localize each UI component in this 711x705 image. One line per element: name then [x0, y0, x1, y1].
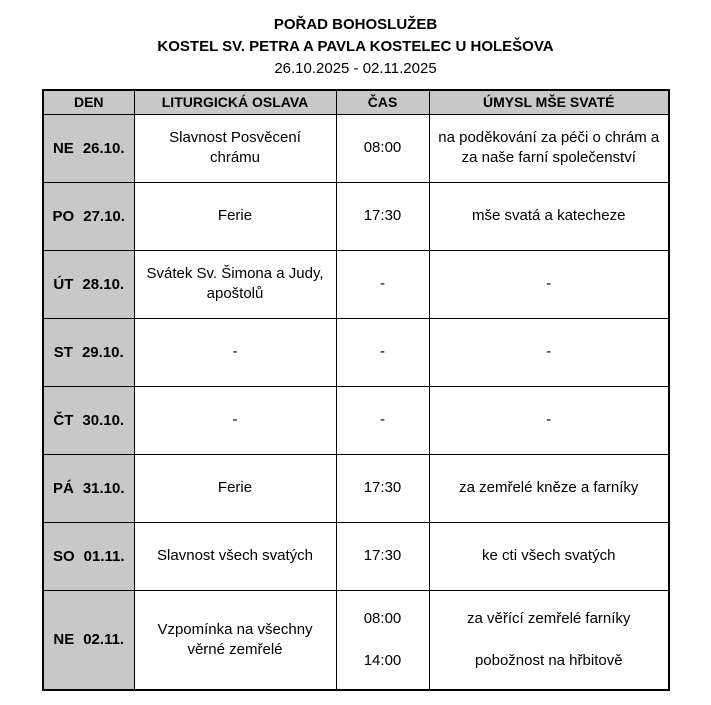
- time-value: 08:00: [363, 139, 402, 156]
- intention-cell: [429, 250, 669, 318]
- time-cell: [336, 590, 429, 690]
- intention-value: -: [546, 343, 552, 360]
- intention-stack: [438, 546, 661, 566]
- day-date: 31.10.: [82, 479, 125, 497]
- day-date: 27.10.: [83, 207, 125, 225]
- column-header-den: DEN: [43, 90, 134, 114]
- table-row: [43, 182, 669, 250]
- intention-stack: [438, 609, 661, 671]
- intention-stack: [438, 206, 661, 226]
- day-wrap: [44, 276, 134, 293]
- time-stack: [345, 342, 421, 362]
- intention-value: mše svatá a katecheze: [472, 207, 626, 224]
- schedule-table: [42, 89, 670, 691]
- celebration-cell: Slavnost Posvěcení chrámu: [134, 114, 336, 182]
- intention-stack: [438, 478, 661, 498]
- day-cell: [43, 182, 134, 250]
- celebration-cell: Ferie: [134, 454, 336, 522]
- table-row: [43, 454, 669, 522]
- celebration-cell: Vzpomínka na všechny věrné zemřelé: [134, 590, 336, 690]
- column-header-liturgicka-oslava: LITURGICKÁ OSLAVA: [134, 90, 336, 114]
- intention-cell: [429, 590, 669, 690]
- intention-value: za zemřelé kněze a farníky: [459, 479, 639, 496]
- celebration-cell: Slavnost všech svatých: [134, 522, 336, 590]
- table-row: [43, 386, 669, 454]
- intention-cell: [429, 386, 669, 454]
- day-date: 28.10.: [82, 275, 125, 293]
- time-value: 08:00: [363, 609, 402, 627]
- time-cell: [336, 318, 429, 386]
- time-stack: [345, 410, 421, 430]
- column-header-cas: ČAS: [336, 90, 429, 114]
- intention-value: -: [546, 411, 552, 428]
- time-cell: [336, 522, 429, 590]
- day-wrap: [44, 631, 134, 648]
- day-abbr: ST: [53, 343, 73, 361]
- day-date: 26.10.: [82, 139, 125, 157]
- intention-stack: [438, 342, 661, 362]
- table-row: [43, 318, 669, 386]
- time-cell: [336, 182, 429, 250]
- intention-cell: [429, 114, 669, 182]
- intention-stack: [438, 128, 661, 168]
- day-cell: [43, 590, 134, 690]
- day-abbr: NE: [52, 139, 74, 157]
- intention-stack: [438, 274, 661, 294]
- table-row: [43, 522, 669, 590]
- time-stack: [345, 206, 421, 226]
- celebration-cell: Ferie: [134, 182, 336, 250]
- schedule-table-body: [43, 114, 669, 690]
- day-abbr: NE: [53, 631, 75, 649]
- day-date: 29.10.: [81, 343, 124, 361]
- document-title: POŘAD BOHOSLUŽEB: [273, 16, 438, 33]
- intention-value: pobožnost na hřbitově: [474, 651, 623, 669]
- day-wrap: [44, 480, 134, 497]
- day-wrap: [44, 140, 134, 157]
- time-stack: [345, 478, 421, 498]
- time-value: -: [380, 275, 385, 292]
- time-cell: [336, 114, 429, 182]
- day-abbr: SO: [52, 547, 75, 565]
- day-abbr: ÚT: [53, 275, 74, 293]
- time-cell: [336, 250, 429, 318]
- intention-value: -: [546, 275, 552, 292]
- day-date: 01.11.: [83, 547, 125, 565]
- intention-cell: [429, 318, 669, 386]
- day-abbr: ČT: [53, 411, 74, 429]
- intention-cell: [429, 454, 669, 522]
- day-wrap: [44, 412, 134, 429]
- intention-value: ke cti všech svatých: [482, 547, 616, 564]
- schedule-table-header: [43, 90, 669, 114]
- day-cell: [43, 250, 134, 318]
- intention-value: za věřící zemřelé farníky: [467, 609, 631, 627]
- intention-stack: [438, 410, 661, 430]
- time-stack: [345, 274, 421, 294]
- table-row: [43, 250, 669, 318]
- table-row: [43, 590, 669, 690]
- celebration-cell: -: [134, 386, 336, 454]
- time-value: 17:30: [363, 547, 402, 564]
- table-row: [43, 114, 669, 182]
- celebration-cell: -: [134, 318, 336, 386]
- day-wrap: [44, 208, 134, 225]
- intention-cell: [429, 182, 669, 250]
- time-stack: [345, 546, 421, 566]
- day-date: 02.11.: [83, 631, 125, 649]
- day-wrap: [44, 344, 134, 361]
- day-date: 30.10.: [82, 411, 125, 429]
- church-name: KOSTEL SV. PETRA A PAVLA KOSTELEC U HOLEŠOVA: [157, 38, 554, 55]
- celebration-cell: Svátek Sv. Šimona a Judy, apoštolů: [134, 250, 336, 318]
- date-range: 26.10.2025 - 02.11.2025: [274, 60, 437, 77]
- column-header-umysl: ÚMYSL MŠE SVATÉ: [429, 90, 669, 114]
- time-value: -: [380, 411, 385, 428]
- document-header: [0, 0, 711, 80]
- header-row: [43, 90, 669, 114]
- time-value: 14:00: [363, 651, 402, 669]
- day-cell: [43, 522, 134, 590]
- day-cell: [43, 386, 134, 454]
- intention-value: na poděkování za péči o chrám a za naše farní společenství: [438, 129, 660, 166]
- time-stack: [345, 138, 421, 158]
- time-value: 17:30: [363, 479, 402, 496]
- time-cell: [336, 386, 429, 454]
- intention-cell: [429, 522, 669, 590]
- time-stack: [345, 609, 421, 671]
- day-abbr: PO: [52, 207, 75, 225]
- day-cell: [43, 454, 134, 522]
- day-wrap: [44, 548, 134, 565]
- time-cell: [336, 454, 429, 522]
- time-value: 17:30: [363, 207, 402, 224]
- day-cell: [43, 318, 134, 386]
- time-value: -: [380, 343, 385, 360]
- day-cell: [43, 114, 134, 182]
- day-abbr: PÁ: [52, 479, 74, 497]
